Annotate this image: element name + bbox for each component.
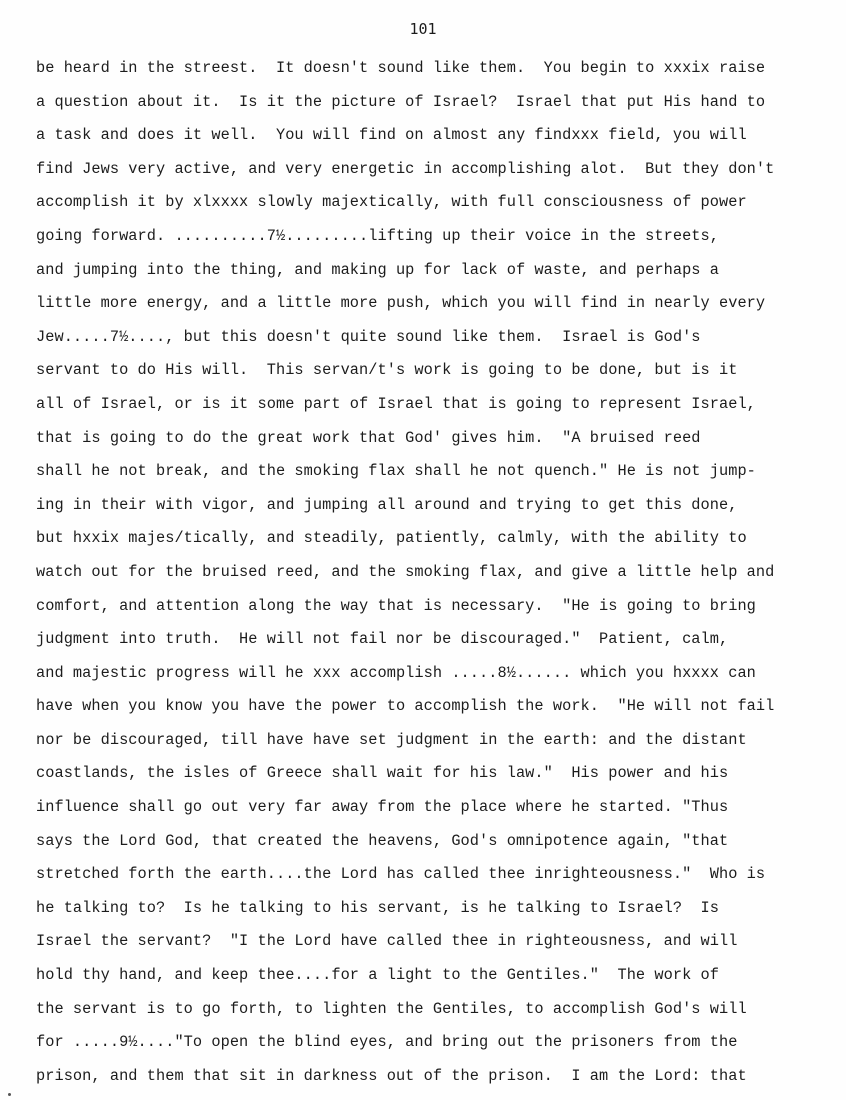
text-line: influence shall go out very far away from the place where he started. "Thus [36,798,729,817]
text-line: a task and does it well. You will find on almost any findxxx field, you will [36,126,747,145]
text-line: shall he not break, and the smoking flax shall he not quench." He is not jump- [36,462,756,481]
text-line: judgment into truth. He will not fail nor be discouraged." Patient, calm, [36,630,729,649]
text-line: a question about it. Is it the picture of Israel? Israel that put His hand to [36,92,766,111]
text-line: servant to do His will. This servan/t's work is going to be done, but is it [36,361,738,380]
text-line: Jew.....7½...., but this doesn't quite sound like them. Israel is God's [36,327,701,346]
text-line: ing in their with vigor, and jumping all around and trying to get this done, [36,495,738,514]
text-line: watch out for the bruised reed, and the smoking flax, and give a little help and [36,562,775,581]
text-line: comfort, and attention along the way that is necessary. "He is going to bring [36,596,756,615]
text-line: that is going to do the great work that God' gives him. "A bruised reed [36,428,701,447]
text-line: Israel the servant? "I the Lord have called thee in righteousness, and will [36,932,738,951]
scan-speck [8,1093,11,1096]
text-line: have when you know you have the power to accomplish the work. "He will not fail [36,697,775,716]
page-number: 101 [409,20,437,38]
text-line: and majestic progress will he xxx accomplish .....8½...... which you hxxxx can [36,663,756,682]
text-line: find Jews very active, and very energetic in accomplishing alot. But they don't [36,159,775,178]
text-line: and jumping into the thing, and making up for lack of waste, and perhaps a [36,260,719,279]
text-line: all of Israel, or is it some part of Israel that is going to represent Israel, [36,394,756,413]
text-line: accomplish it by xlxxxx slowly majextically, with full consciousness of power [36,193,747,212]
body-text [36,52,844,1093]
text-line: be heard in the streest. It doesn't sound like them. You begin to xxxix raise [36,59,766,77]
text-line: prison, and them that sit in darkness out of the prison. I am the Lord: that [36,1066,747,1085]
text-line: the servant is to go forth, to lighten the Gentiles, to accomplish God's will [36,999,747,1018]
text-line: nor be discouraged, till have have set judgment in the earth: and the distant [36,730,747,749]
text-line: for .....9½...."To open the blind eyes, and bring out the prisoners from the [36,1033,738,1052]
text-line: going forward. ..........7½.........lifting up their voice in the streets, [36,226,719,245]
text-line: but hxxix majes/tically, and steadily, patiently, calmly, with the ability to [36,529,747,548]
text-line: says the Lord God, that created the heavens, God's omnipotence again, "that [36,831,729,850]
text-line: stretched forth the earth....the Lord has called thee inrighteousness." Who is [36,865,766,884]
text-line: little more energy, and a little more push, which you will find in nearly every [36,294,766,313]
text-line: hold thy hand, and keep thee....for a light to the Gentiles." The work of [36,966,719,985]
text-line: coastlands, the isles of Greece shall wait for his law." His power and his [36,764,729,783]
text-line: he talking to? Is he talking to his servant, is he talking to Israel? Is [36,898,719,917]
